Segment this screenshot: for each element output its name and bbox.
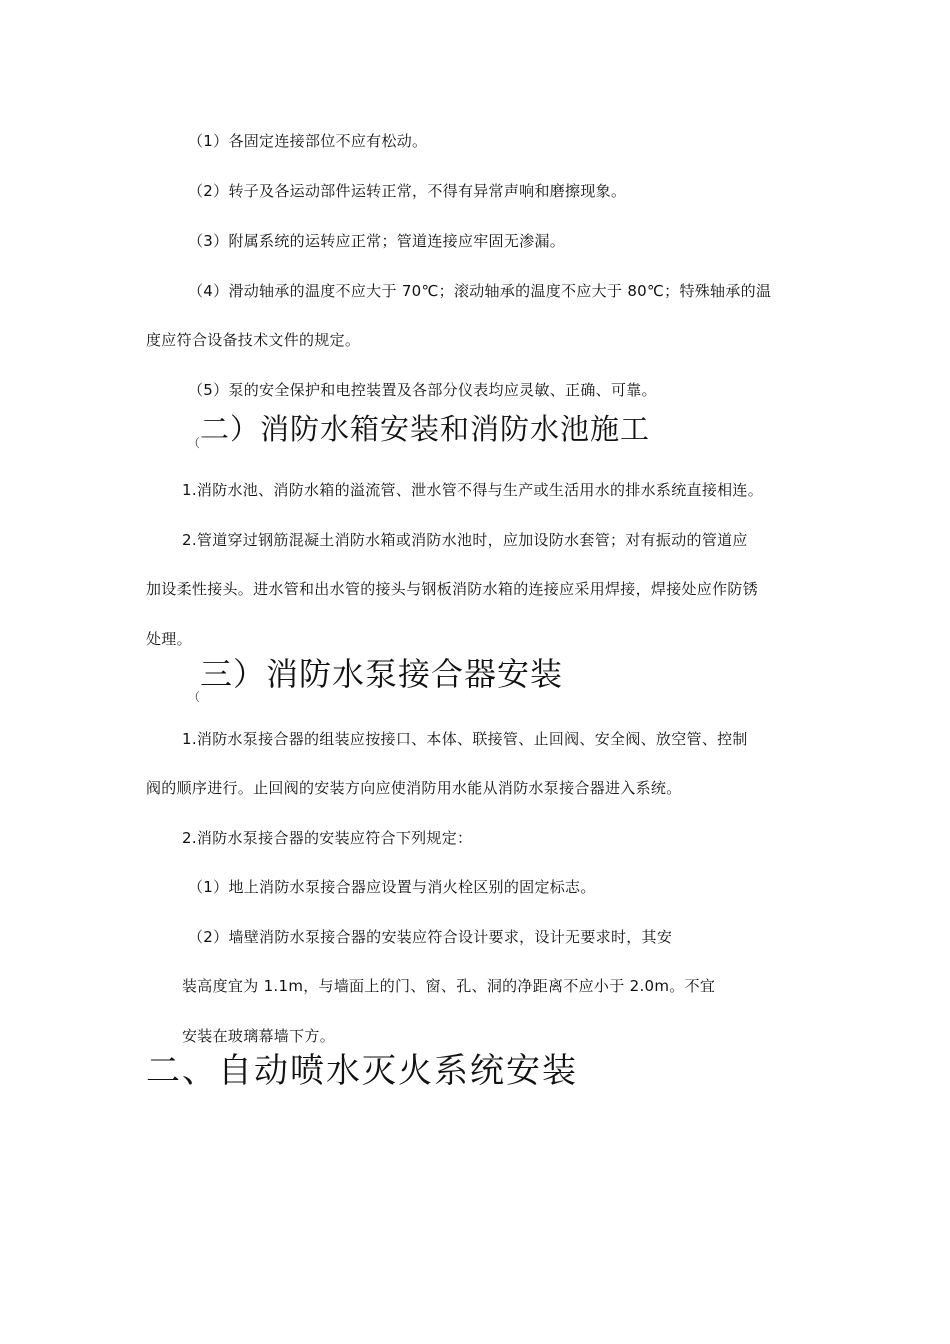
paragraph-line: （5）泵的安全保护和电控装置及各部分仪表均应灵敏、正确、可靠。 [188, 381, 657, 399]
paragraph-line: （2）墙壁消防水泵接合器的安装应符合设计要求，设计无要求时，其安 [188, 928, 673, 946]
paragraph-line: （3）附属系统的运转应正常；管道连接应牢固无渗漏。 [188, 232, 566, 250]
paragraph-line: 加设柔性接头。进水管和出水管的接头与钢板消防水箱的连接应采用焊接，焊接处应作防锈 [146, 580, 759, 598]
paragraph-line: 2.消防水泵接合器的安装应符合下列规定： [182, 829, 473, 847]
heading-paren: （ [188, 436, 201, 450]
chapter-heading: 二、自动喷水灭火系统安装 [146, 1051, 578, 1091]
paragraph-line: （4）滑动轴承的温度不应大于 70℃；滚动轴承的温度不应大于 80℃；特殊轴承的温 [188, 282, 772, 300]
section-heading: 三）消防水泵接合器安装 [200, 655, 564, 693]
paragraph-line: 装高度宜为 1.1m，与墙面上的门、窗、孔、洞的净距离不应小于 2.0m。不宜 [182, 977, 716, 995]
paragraph-line: 1.消防水泵接合器的组装应按接口、本体、联接管、止回阀、安全阀、放空管、控制 [182, 730, 748, 748]
paragraph-line: （1）地上消防水泵接合器应设置与消火栓区别的固定标志。 [188, 878, 596, 896]
heading-paren: （ [188, 690, 201, 704]
paragraph-line: 2.管道穿过钢筋混凝土消防水箱或消防水池时，应加设防水套管；对有振动的管道应 [182, 531, 748, 549]
paragraph-line: 度应符合设备技术文件的规定。 [146, 331, 361, 349]
paragraph-line: 处理。 [146, 630, 192, 648]
paragraph-line: （2）转子及各运动部件运转正常，不得有异常声响和磨擦现象。 [188, 182, 627, 200]
paragraph-line: （1）各固定连接部位不应有松动。 [188, 132, 428, 150]
paragraph-line: 安装在玻璃幕墙下方。 [182, 1027, 336, 1045]
paragraph-line: 阀的顺序进行。止回阀的安装方向应使消防用水能从消防水泵接合器进入系统。 [146, 779, 682, 797]
paragraph-line: 1.消防水池、消防水箱的溢流管、泄水管不得与生产或生活用水的排水系统直接相连。 [182, 481, 764, 499]
section-heading: 二）消防水箱安装和消防水池施工 [200, 412, 651, 446]
